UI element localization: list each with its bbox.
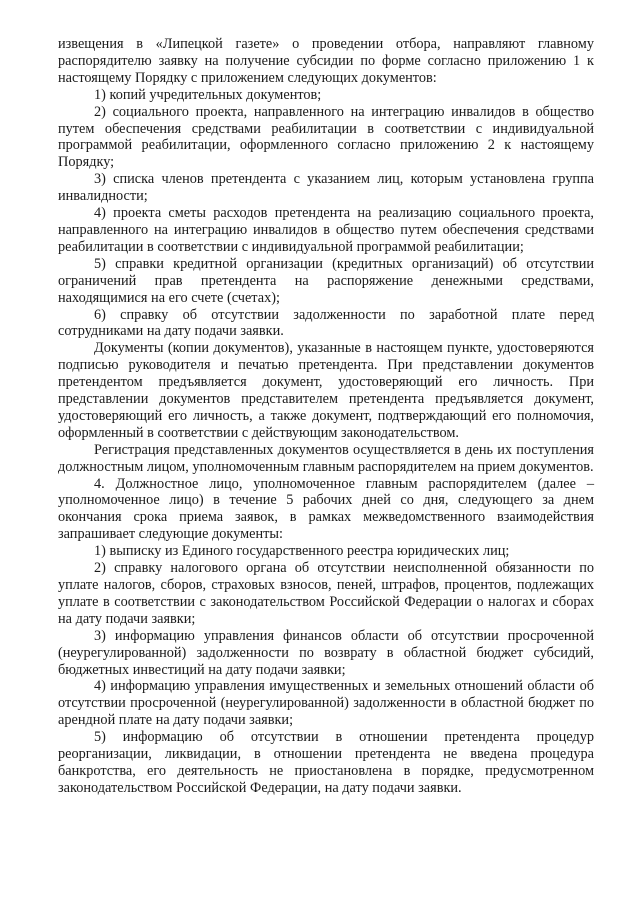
paragraph-intro: извещения в «Липецкой газете» о проведении отбора, направляют главному распорядителю заявку на получение субсидии по форме согласно приложению 1 к настоящему Порядку с приложением следующих документов: (58, 36, 594, 86)
paragraph-document-certification: Документы (копии документов), указанные в настоящем пункте, удостоверяются подписью руководителя и печатью претендента. При представлении документов претендентом предъявляется документ, удостоверяющий его личность. При представлении документов представителем претендента предъявляется документ, удостоверяющий его личность, а также документ, подтверждающий его полномочия, оформленный в соответствии с действующим законодательством. (58, 340, 594, 441)
request-item-4-property-info: 4) информацию управления имущественных и земельных отношений области об отсутствии просроченной (неурегулированной) задолженности в областной бюджет по арендной плате на дату подачи заявки; (58, 678, 594, 729)
request-item-3-finance-info: 3) информацию управления финансов области об отсутствии просроченной (неурегулированной) задолженности по возврату в областной бюджет субсидий, бюджетных инвестиций на дату подачи заявки; (58, 627, 594, 678)
list-item-1-charter-documents: 1) копий учредительных документов; (94, 86, 322, 103)
list-item-4-cost-estimate: 4) проекта сметы расходов претендента на реализацию социального проекта, направленного на интеграцию инвалидов в общество путем обеспечения средствами реабилитации в соответствии с индивидуальной программой реабилитации; (58, 205, 594, 255)
list-item-5-bank-certificate: 5) справки кредитной организации (кредитных организаций) об отсутствии ограничений прав претендента на распоряжение денежными средствами, находящимися на его счете (счетах); (58, 255, 594, 306)
paragraph-section-4: 4. Должностное лицо, уполномоченное главным распорядителем (далее – уполномоченное лицо) в течение 5 рабочих дней со дня, следующего за днем окончания срока приема заявок, в рамках межведомственного взаимодействия запрашивает следующие документы: (58, 475, 594, 543)
paragraph-registration: Регистрация представленных документов осуществляется в день их поступления должностным лицом, уполномоченным главным распорядителем на прием документов. (58, 441, 594, 475)
list-item-3-members-list: 3) списка членов претендента с указанием лиц, которым установлена группа инвалидности; (58, 171, 594, 205)
request-item-5-reorganization-info: 5) информацию об отсутствии в отношении претендента процедур реорганизации, ликвидации, в отношении претендента не введена процедура банкротства, его деятельность не приостановлена в порядке, предусмотренном законодательством Российской Федерации, на дату подачи заявки. (58, 729, 594, 796)
list-item-2-social-project: 2) социального проекта, направленного на интеграцию инвалидов в общество путем обеспечения средствами реабилитации в соответствии с индивидуальной программой реабилитации, оформленного согласно приложению 2 к настоящему Порядку; (58, 103, 594, 171)
request-item-1-registry-extract: 1) выписку из Единого государственного реестра юридических лиц; (94, 543, 510, 560)
list-item-6-wage-debt-certificate: 6) справку об отсутствии задолженности по заработной плате перед сотрудниками на дату подачи заявки. (58, 306, 594, 340)
request-item-2-tax-certificate: 2) справку налогового органа об отсутствии неисполненной обязанности по уплате налогов, сборов, страховых взносов, пеней, штрафов, процентов, подлежащих уплате в соответствии с законодательством Российской Федерации о налогах и сборах на дату подачи заявки; (58, 560, 594, 627)
